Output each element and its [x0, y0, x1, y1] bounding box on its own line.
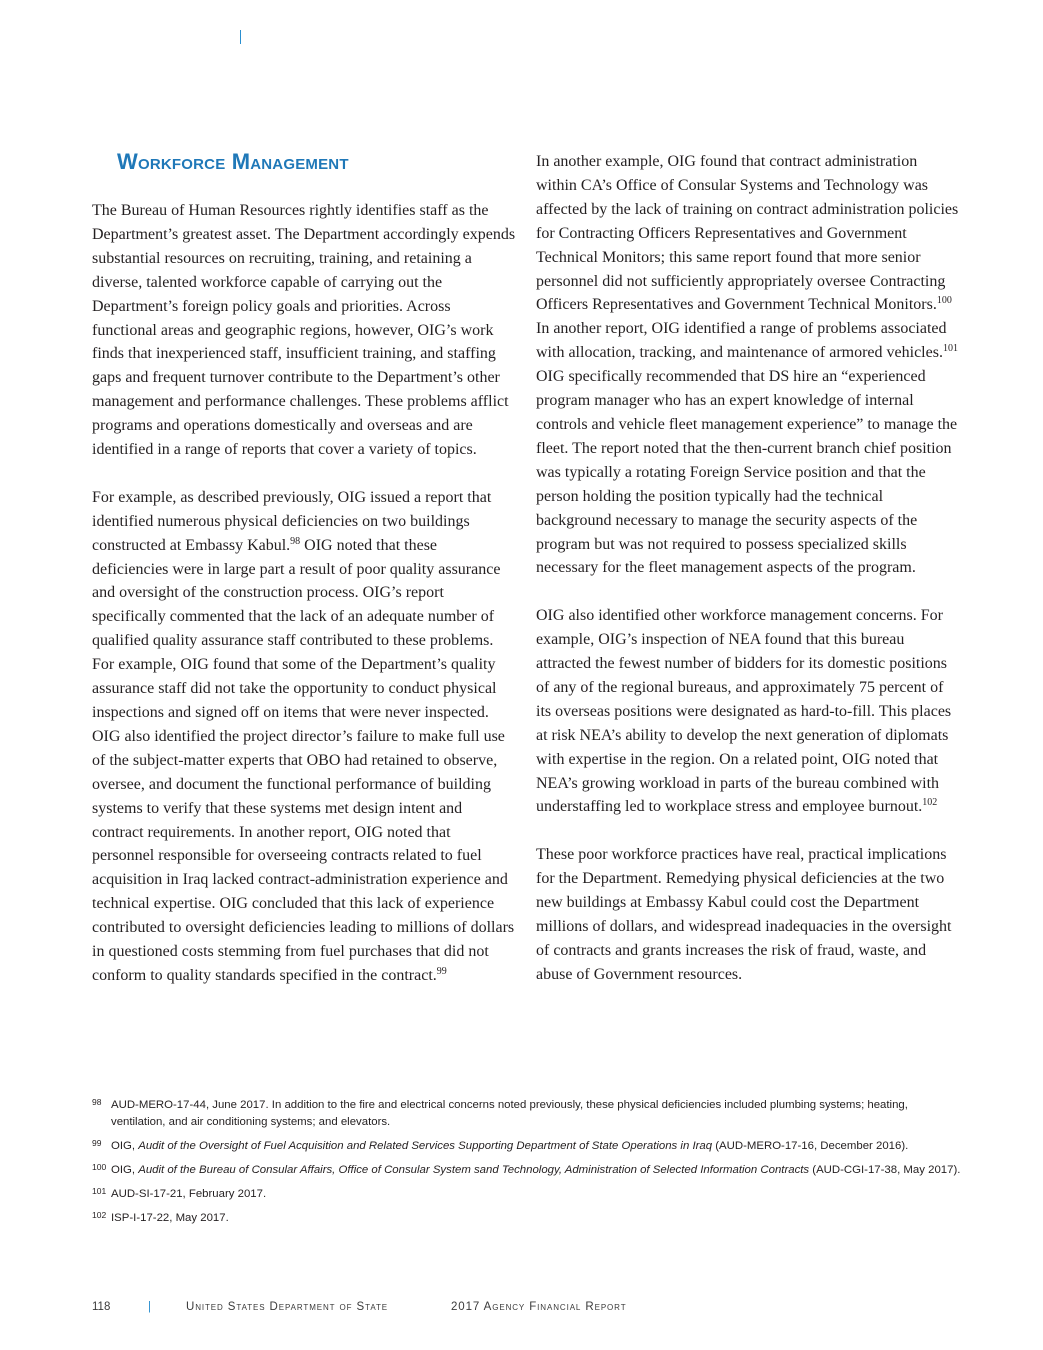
footnote-ref[interactable]: 99: [436, 965, 447, 977]
footnote: 102 ISP-I-17-22, May 2017.: [92, 1210, 962, 1227]
footer-separator: |: [148, 1301, 151, 1313]
section-heading: Workforce Management: [117, 149, 349, 174]
footnote-number: 100: [92, 1162, 107, 1172]
left-column: [92, 150, 516, 988]
footer-report-title: 2017 Agency Financial Report: [451, 1301, 627, 1313]
footnote-ref[interactable]: 98: [290, 535, 301, 547]
report-title: Audit of the Bureau of Consular Affairs, Office of Consular System sand Technology, Administration of Selected Information Contracts: [138, 1164, 810, 1176]
paragraph: The Bureau of Human Resources rightly identifies staff as the Department’s greatest asset. The Department accordingly expends substantial resources on recruiting, training, and retaining a diverse, talented workforce capable of carrying out the Department’s foreign policy goals and priorities. Across functional areas and geographic regions, however, OIG’s work finds that inexperienced staff, insufficient training, and staffing gaps and frequent turnover contribute to the Department’s other management and performance challenges. These problems afflict programs and operations domestically and overseas and are identified in a range of reports that cover a variety of topics.: [92, 202, 516, 459]
right-column: [536, 150, 960, 987]
report-title: Audit of the Oversight of Fuel Acquisition and Related Services Supporting Department of State Operations in Iraq: [138, 1140, 713, 1152]
footnote-number: 98: [92, 1097, 102, 1107]
header-rule-mark: [240, 30, 241, 44]
footnote-number: 102: [92, 1210, 107, 1220]
footnote-number: 101: [92, 1186, 107, 1196]
paragraph: In another example, OIG found that contract administration within CA’s Office of Consular Systems and Technology was affected by the lack of training on contract administration policies for Contracting Officers Representatives and Government Technical Monitors; this same report found that more senior personnel did not sufficiently appropriately oversee Contracting Officers Representatives and Government Technical Monitors.$^{100}$ In another report, OIG identified a range of problems associated with allocation, tracking, and maintenance of armored vehicles.$^{101}$ OIG specifically recommended that DS hire an “experienced program manager who has an expert knowledge of internal controls and vehicle fleet management experience” to manage the fleet. The report noted that the then-current branch chief position was typically a rotating Foreign Service position and that the person holding the position typically had the technical background necessary to manage the security aspects of the program but was not required to possess specialized skills necessary for the fleet management aspects of the program.: [536, 153, 959, 577]
footer-department: United States Department of State: [186, 1301, 388, 1313]
footnote-ref[interactable]: 102: [922, 797, 938, 809]
footnote-ref[interactable]: 101: [942, 343, 958, 355]
footnotes: [92, 1097, 962, 1234]
paragraph: OIG also identified other workforce management concerns. For example, OIG’s inspection of NEA found that this bureau attracted the fewest number of bidders for its domestic positions of any of the regional bureaus, and approximately 75 percent of its overseas positions were designated as hard-to-fill. This places at risk NEA’s ability to develop the next generation of diplomats with expertise in the region. On a related point, OIG noted that NEA’s growing workload in parts of the bureau combined with understaffing led to workplace stress and employee burnout.$^{102}$: [536, 607, 952, 816]
footnote-number: 99: [92, 1138, 102, 1148]
page-number: 118: [92, 1301, 111, 1313]
paragraph: These poor workforce practices have real, practical implications for the Department. Remedying physical deficiencies at the two new buildings at Embassy Kabul could cost the Department millions of dollars, and widespread inadequacies in the oversight of contracts and grants increases the risk of fraud, waste, and abuse of Government resources.: [536, 846, 952, 983]
footnote: 98 AUD-MERO-17-44, June 2017. In addition to the fire and electrical concerns noted previously, these physical deficiencies included plumbing systems; heating, ventilation, and air conditioning systems; and elevators.: [92, 1097, 962, 1131]
paragraph: For example, as described previously, OIG issued a report that identified numerous physical deficiencies on two buildings constructed at Embassy Kabul.$^{98}$ OIG noted that these deficiencies were in large part a result of poor quality assurance and oversight of the construction process. OIG’s report specifically commented that the lack of an adequate number of qualified quality assurance staff contributed to these problems. For example, OIG found that some of the Department’s quality assurance staff did not take the opportunity to conduct physical inspections and signed off on items that were never inspected. OIG also identified the project director’s failure to make full use of the subject-matter experts that OBO had retained to observe, oversee, and document the functional performance of building systems to verify that these systems met design intent and contract requirements. In another report, OIG noted that personnel responsible for overseeing contracts related to fuel acquisition in Iraq lacked contract-administration experience and technical expertise. OIG concluded that this lack of experience contributed to oversight deficiencies leading to millions of dollars in questioned costs stemming from fuel purchases that did not conform to quality standards specified in the contract.$^{99}$: [92, 488, 515, 984]
footnote-ref[interactable]: 100: [936, 295, 952, 307]
footnote: 100 OIG, Audit of the Bureau of Consular Affairs, Office of Consular System sand Technology, Administration of Selected Information Contracts (AUD-CGI-17-38, May 2017).: [92, 1162, 962, 1179]
footnote: 101 AUD-SI-17-21, February 2017.: [92, 1186, 962, 1203]
footnote: 99 OIG, Audit of the Oversight of Fuel Acquisition and Related Services Supporting Department of State Operations in Iraq (AUD-MERO-17-16, December 2016).: [92, 1138, 962, 1155]
